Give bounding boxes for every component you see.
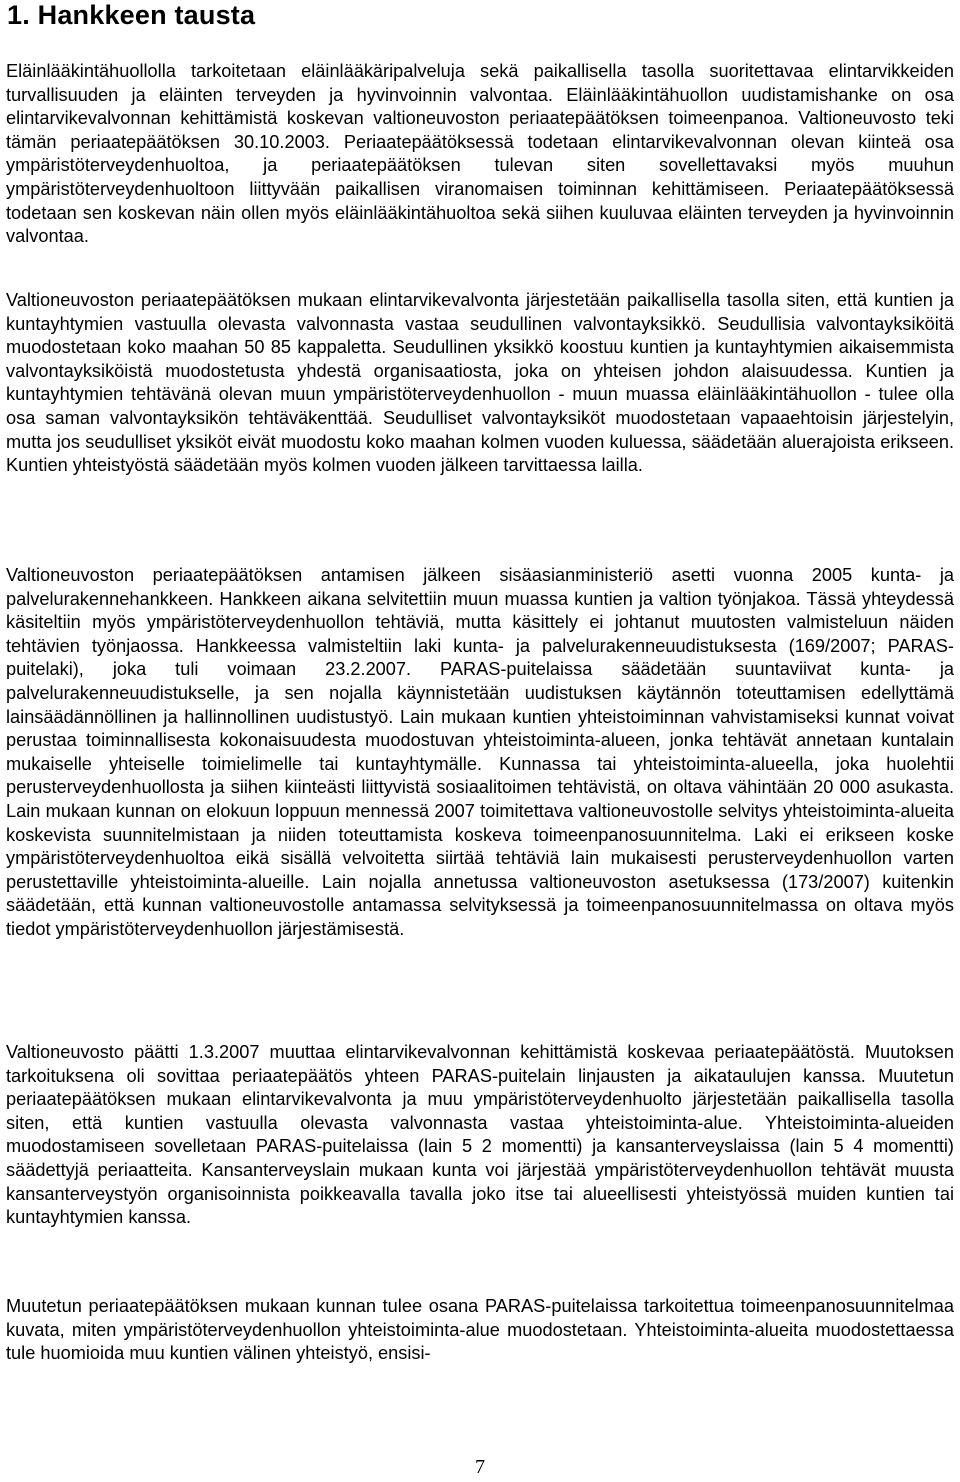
paragraph-paras-act: Valtioneuvoston periaatepäätöksen antamisen jälkeen sisäasianministeriö asetti vuonna 2005 kunta- ja palvelurakennehankkeen. Hankkeen aikana selvitettiin muun muassa kuntien ja valtion työnjakoa. Tässä yhteydessä käsiteltiin myös ympäristöterveydenhuollon tehtäviä, mutta käsittely ei johtanut muutosten valmisteluun näiden tehtävien työnjaossa. Hankkeessa valmisteltiin laki kunta- ja palvelurakenneuudistuksesta (169/2007; PARAS-puitelaki), joka tuli voimaan 23.2.2007. PARAS-puitelaissa säädetään suuntaviivat kunta- ja palvelurakenneuudistukselle, ja sen nojalla käynnistetään uudistuksen käytännön toteuttamisen edellyttämä lainsäädännöllinen ja hallinnollinen uudistustyö. Lain mukaan kuntien yhteistoiminnan vahvistamiseksi kunnat voivat perustaa toiminnallisesta kokonaisuudesta muodostuvan yhteistoiminta-alueen, jonka tehtävät annetaan kuntalain mukaiselle yhteiselle toimielimelle tai kuntayhtymälle. Kunnassa tai yhteistoiminta-alueella, joka huolehtii perusterveydenhuollosta ja siihen kiinteästi liittyvistä sosiaalitoimen tehtävistä, on oltava vähintään 20 000 asukasta. Lain mukaan kunnan on elokuun loppuun mennessä 2007 toimitettava valtioneuvostolle selvitys yhteistoiminta-alueita koskevista suunnitelmistaan ja niiden toteuttamista koskeva toimeenpanosuunnitelma. Laki ei erikseen koske ympäristöterveydenhuoltoa eikä sisällä velvoitetta siirtää tehtäviä lain mukaisesti perusterveydenhuollon varten perustettaville yhteistoiminta-alueille. Lain nojalla annetussa valtioneuvoston asetuksessa (173/2007) kuitenkin säädetään, että kunnan valtioneuvostolle antamassa selvityksessä ja toimeenpanosuunnitelmassa on oltava myös tiedot ympäristöterveydenhuollon järjestämisestä.: [6, 565, 954, 939]
paragraph-background: Eläinlääkintähuollolla tarkoitetaan eläinlääkäripalveluja sekä paikallisella tasolla suoritettavaa elintarvikkeiden turvallisuuden ja eläinten terveyden ja hyvinvoinnin valvontaa. Eläinlääkintähuollon uudistamishanke on osa elintarvikevalvonnan kehittämistä koskevan valtioneuvoston periaatepäätöksen toimeenpanoa. Valtioneuvosto teki tämän periaatepäätöksen 30.10.2003. Periaatepäätöksessä todetaan elintarvikevalvonnan olevan kiinteä osa ympäristöterveydenhuoltoa, ja periaatepäätöksen tulevan siten sovellettavaksi myös muuhun ympäristöterveydenhuoltoon liittyvään paikallisen viranomaisen toiminnan kehittämiseen. Periaatepäätöksessä todetaan sen koskevan näin ollen myös eläinlääkintähuoltoa sekä siihen kuuluvaa eläinten terveyden ja hyvinvoinnin valvontaa.: [6, 61, 954, 247]
paragraph-government-resolution: Valtioneuvoston periaatepäätöksen mukaan elintarvikevalvonta järjestetään paikallisella tasolla siten, että kuntien ja kuntayhtymien vastuulla olevasta valvonnasta vastaa seudullinen valvontayksikkö. Seudullisia valvontayksiköitä muodostetaan koko maahan 50 85 kappaletta. Seudullinen yksikkö koostuu kuntien ja kuntayhtymien aikaisemmista valvontayksiköistä muodostetusta yhdestä organisaatiosta, joka on yhteisen johdon alaisuudessa. Kuntien ja kuntayhtymien tehtävänä olevan muun ympäristöterveydenhuollon - muun muassa eläinlääkintähuollon - tulee olla osa saman valvontayksikön tehtäväkenttää. Seudulliset valvontayksiköt muodostetaan vapaaehtoisin järjestelyin, mutta jos seudulliset yksiköt eivät muodostu koko maahan kolmen vuoden kuluessa, säädetään aluerajoista erikseen. Kuntien yhteistyöstä säädetään myös kolmen vuoden jälkeen tarvittaessa lailla.: [6, 290, 954, 476]
page-number: 7: [475, 1456, 485, 1478]
section-heading: 1. Hankkeen tausta: [7, 0, 256, 30]
paragraph-implementation-plan: Muutetun periaatepäätöksen mukaan kunnan tulee osana PARAS-puitelaissa tarkoitettua toimeenpanosuunnitelmaa kuvata, miten ympäristöterveydenhuollon yhteistoiminta-alue muodostetaan. Yhteistoiminta-alueita muodostettaessa tule huomioida muu kuntien välinen yhteistyö, ensisi-: [6, 1296, 954, 1364]
paragraph-amended-resolution: Valtioneuvosto päätti 1.3.2007 muuttaa elintarvikevalvonnan kehittämistä koskevaa periaatepäätöstä. Muutoksen tarkoituksena oli sovittaa periaatepäätös yhteen PARAS-puitelain linjausten ja aikataulujen kanssa. Muutetun periaatepäätöksen mukaan elintarvikevalvonta ja muu ympäristöterveydenhuolto järjestetään paikallisella tasolla siten, että kuntien vastuulla olevasta valvonnasta vastaa yhteistoiminta-alue. Yhteistoiminta-alueiden muodostamiseen sovelletaan PARAS-puitelaissa (lain 5 2 momentti) ja kansanterveyslaissa (lain 5 4 momentti) säädettyjä periaatteita. Kansanterveyslain mukaan kunta voi järjestää ympäristöterveydenhuollon tehtävät muusta kansanterveystyön organisoinnista poikkeavalla tavalla joko itse tai alueellisesti yhteistyössä muiden kuntien tai kuntayhtymien kanssa.: [6, 1042, 954, 1228]
